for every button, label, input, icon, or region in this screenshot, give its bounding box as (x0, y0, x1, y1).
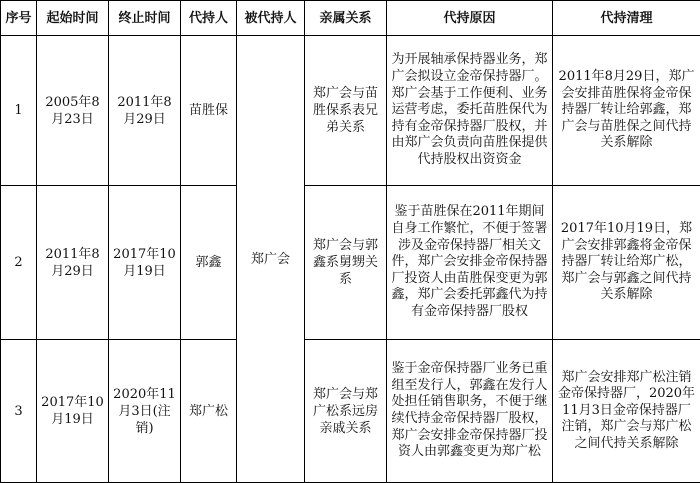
row-reason: 鉴于金帝保持器厂业务已重组至发行人，郭鑫在发行人处担任销售职务，不便于继续代持金帝保持器厂股权，郑广会安排金帝保持器厂投资人由郭鑫变更为郑广松 (387, 340, 553, 483)
row-no: 3 (1, 340, 37, 483)
header-cleanup: 代持清理 (553, 1, 700, 36)
header-start-time: 起始时间 (37, 1, 109, 36)
header-end-time: 终止时间 (109, 1, 181, 36)
header-reason: 代持原因 (387, 1, 553, 36)
header-nominee: 被代持人 (237, 1, 305, 36)
row-reason: 为开展轴承保持器业务，郑广会拟设立金帝保持器厂。郑广会基于工作便利、业务运营考虑，委托苗胜保代为持有金帝保持器厂股权，并由郑广会负责向苗胜保提供代持股权出资资金 (387, 36, 553, 186)
row-end-time: 2011年8月29日 (109, 36, 181, 186)
row-start-time: 2005年8月23日 (37, 36, 109, 186)
row-end-time: 2017年10月19日 (109, 186, 181, 340)
row-start-time: 2011年8月29日 (37, 186, 109, 340)
header-relation: 亲属关系 (305, 1, 387, 36)
row-end-time: 2020年11月3日(注销) (109, 340, 181, 483)
row-cleanup: 2011年8月29日，郑广会安排苗胜保将金帝保持器厂转让给郭鑫，郑广会与苗胜保之间代持关系解除 (553, 36, 700, 186)
row-holder: 郭鑫 (181, 186, 237, 340)
table-row (1, 36, 700, 186)
table-header-row (1, 1, 700, 36)
row-no: 2 (1, 186, 37, 340)
row-holder: 郑广松 (181, 340, 237, 483)
row-start-time: 2017年10月19日 (37, 340, 109, 483)
header-no: 序号 (1, 1, 37, 36)
row-relation: 郑广会与苗胜保系表兄弟关系 (305, 36, 387, 186)
row-cleanup: 2017年10月19日，郑广会安排郭鑫将金帝保持器厂转让给郑广松，郑广会与郭鑫之间代持关系解除 (553, 186, 700, 340)
table-row (1, 186, 700, 340)
row-cleanup: 郑广会安排郑广松注销金帝保持器厂，2020年11月3日金帝保持器厂注销，郑广会与郑广松之间代持关系解除 (553, 340, 700, 483)
row-nominee-holder: 郑广会 (237, 36, 305, 483)
row-holder: 苗胜保 (181, 36, 237, 186)
row-relation: 郑广会与郭鑫系舅甥关系 (305, 186, 387, 340)
row-relation: 郑广会与郑广松系远房亲戚关系 (305, 340, 387, 483)
header-holder: 代持人 (181, 1, 237, 36)
table-row (1, 340, 700, 483)
row-no: 1 (1, 36, 37, 186)
row-reason: 鉴于苗胜保在2011年期间自身工作繁忙，不便于签署涉及金帝保持器厂相关文件，郑广会安排金帝保持器厂投资人由苗胜保变更为郭鑫，郑广会委托郭鑫代为持有金帝保持器厂股权 (387, 186, 553, 340)
